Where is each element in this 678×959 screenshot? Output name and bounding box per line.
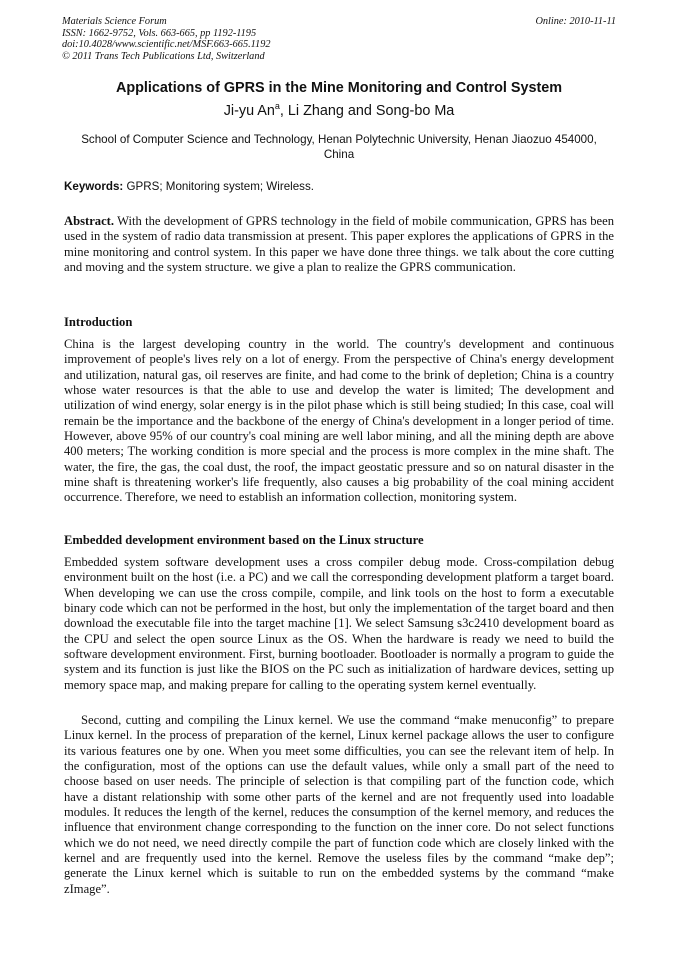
- online-date: Online: 2010-11-11: [535, 16, 616, 27]
- introduction-paragraph: China is the largest developing country in the world. The country's development and continuous improvement of people's lives rely on a lot of energy. From the perspective of China's energy development and utilization, natural gas, oil reserves are finite, and had come to the brink of depletion; China is a country whose water resources is that the able to use and develop the water is limited; The development and utilization of wind energy, solar energy is in the pilot phase which is still being studied; In this case, coal will remain be the importance and the backbone of the energy of China's development in a longer period of time. However, above 95% of our country's coal mining are well labor mining, and all the mining depth are above 400 meters; The working condition is more special and the process is more complex in the mine shaft. The water, the fire, the gas, the coal dust, the roof, the impact geostatic pressure and so on natural disaster in the mine shaft is threatening worker's life frequently, also causes a big probability of the coal mining accident occurrence. Therefore, we need to establish an information collection, monitoring system.: [64, 337, 614, 505]
- copyright-line: © 2011 Trans Tech Publications Ltd, Switzerland: [62, 50, 265, 62]
- running-header: [62, 16, 616, 62]
- abstract-text: With the development of GPRS technology in the field of mobile communication, GPRS has been used in the system of radio data transmission at present. This paper explores the applications of GPRS in the mine monitoring and control system. In this paper we have done three things. we talk about the core cutting and moving and the system structure. we give a plan to realize the GPRS communication.: [64, 214, 614, 275]
- embedded-paragraph-2: [64, 713, 614, 897]
- journal-name: Materials Science Forum: [62, 16, 167, 27]
- issn-line: ISSN: 1662-9752, Vols. 663-665, pp 1192-1195: [62, 27, 257, 39]
- author-affiliation-mark: a: [274, 101, 280, 111]
- section-heading-introduction: Introduction: [64, 315, 133, 329]
- doi-line: doi:10.4028/www.scientific.net/MSF.663-665.1192: [62, 39, 271, 51]
- keywords-text: GPRS; Monitoring system; Wireless.: [123, 180, 314, 193]
- keywords: [64, 180, 614, 193]
- embedded-paragraph-2-text: Second, cutting and compiling the Linux kernel. We use the command “make menuconfig” to prepare Linux kernel. In the process of preparation of the kernel, Linux kernel package allows the user to configure its various features one by one. When you meet some difficulties, you can see the relevant item of help. In the configuration, most of the options can use the default values, while only a small part of the need to choose based on user needs. The principle of selection is that compiling part of the function code, which have a distant relationship with some other parts of the kernel and are not frequently used into loadable modules. It reduces the length of the kernel, reduces the consumption of the kernel memory, and reduces the influence that environment change corresponding to the function on the inner core. Do not select functions which we do not need, we need directly compile the part of function code which are closely linked with the kernel and are frequently used into the kernel. Remove the useless files by the command “make dep”; generate the Linux kernel which is suitable to run on the embedded systems by the command “make zImage”.: [64, 713, 614, 896]
- abstract: [64, 214, 614, 275]
- publication-info: [62, 16, 616, 62]
- embedded-paragraph-1: Embedded system software development uses a cross compiler debug mode. Cross-compilation debug environment built on the host (i.e. a PC) and we call the corresponding development platform a target board. When developing we can use the cross compile, compile, and link tools on the host to form a executable binary code which can not be performed in the host, but only the implementation of the target board and then download the executable file into the target machine [1]. We select Samsung s3c2410 development board as the CPU and select the open source Linux as the OS. When the hardware is ready we need to build the software development environment. First, burning bootloader. Bootloader is normally a program to guide the system and its function is just like the BIOS on the PC such as initialization of hardware devices, setting up memory space map, and making prepare for calling to the operating system kernel eventually.: [64, 555, 614, 692]
- paper-title: Applications of GPRS in the Mine Monitoring and Control System: [115, 80, 563, 96]
- keywords-label: Keywords:: [64, 180, 124, 193]
- abstract-label: Abstract.: [64, 214, 115, 228]
- first-author: Ji-yu An: [223, 103, 275, 119]
- affiliation: School of Computer Science and Technology, Henan Polytechnic University, Henan Jiaozuo 454000, China: [81, 133, 597, 161]
- section-heading-embedded: Embedded development environment based on the Linux structure: [64, 533, 424, 547]
- other-authors: , Li Zhang and Song-bo Ma: [279, 103, 455, 119]
- author-list: [40, 103, 638, 119]
